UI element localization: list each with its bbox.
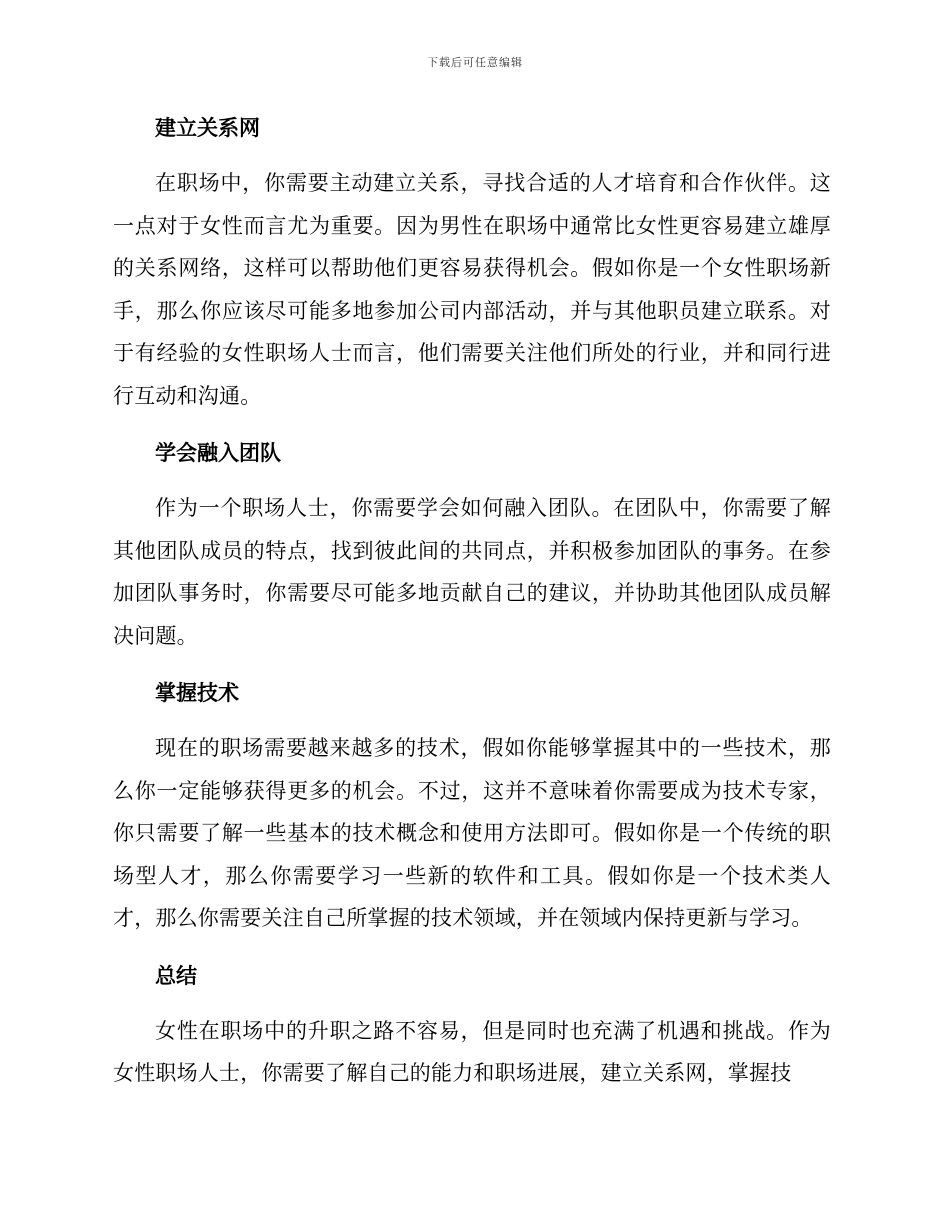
section-heading: 建立关系网 xyxy=(155,116,260,140)
section-paragraph: 作为一个职场人士，你需要学会如何融入团队。在团队中，你需要了解其他团队成员的特点，找到彼此间的共同点，并积极参加团队的事务。在参加团队事务时，你需要尽可能多地贡献自己的建议，并协助其他团队成员解决问题。 xyxy=(113,496,831,648)
section-build-network xyxy=(113,108,831,417)
section-master-tech xyxy=(113,673,831,940)
section-paragraph: 在职场中，你需要主动建立关系，寻找合适的人才培育和合作伙伴。这一点对于女性而言尤为重要。因为男性在职场中通常比女性更容易建立雄厚的关系网络，这样可以帮助他们更容易获得机会。假如你是一个女性职场新手，那么你应该尽可能多地参加公司内部活动，并与其他职员建立联系。对于有经验的女性职场人士而言，他们需要关注他们所处的行业，并和同行进行互动和沟通。 xyxy=(113,171,831,408)
section-heading: 总结 xyxy=(155,963,197,988)
section-summary xyxy=(113,956,831,1095)
header-note: 下载后可任意编辑 xyxy=(427,56,523,69)
section-heading: 学会融入团队 xyxy=(155,441,281,465)
section-paragraph: 女性在职场中的升职之路不容易，但是同时也充满了机遇和挑战。作为女性职场人士，你需要了解自己的能力和职场进展，建立关系网，掌握技 xyxy=(113,1018,831,1085)
section-join-team xyxy=(113,433,831,657)
section-paragraph: 现在的职场需要越来越多的技术，假如你能够掌握其中的一些技术，那么你一定能够获得更多的机会。不过，这并不意味着你需要成为技术专家，你只需要了解一些基本的技术概念和使用方法即可。假如你是一个传统的职场型人才，那么你需要学习一些新的软件和工具。假如你是一个技术类人才，那么你需要关注自己所掌握的技术领域，并在领域内保持更新与学习。 xyxy=(113,736,831,930)
section-heading: 掌握技术 xyxy=(155,681,239,705)
document-body xyxy=(113,108,831,1111)
